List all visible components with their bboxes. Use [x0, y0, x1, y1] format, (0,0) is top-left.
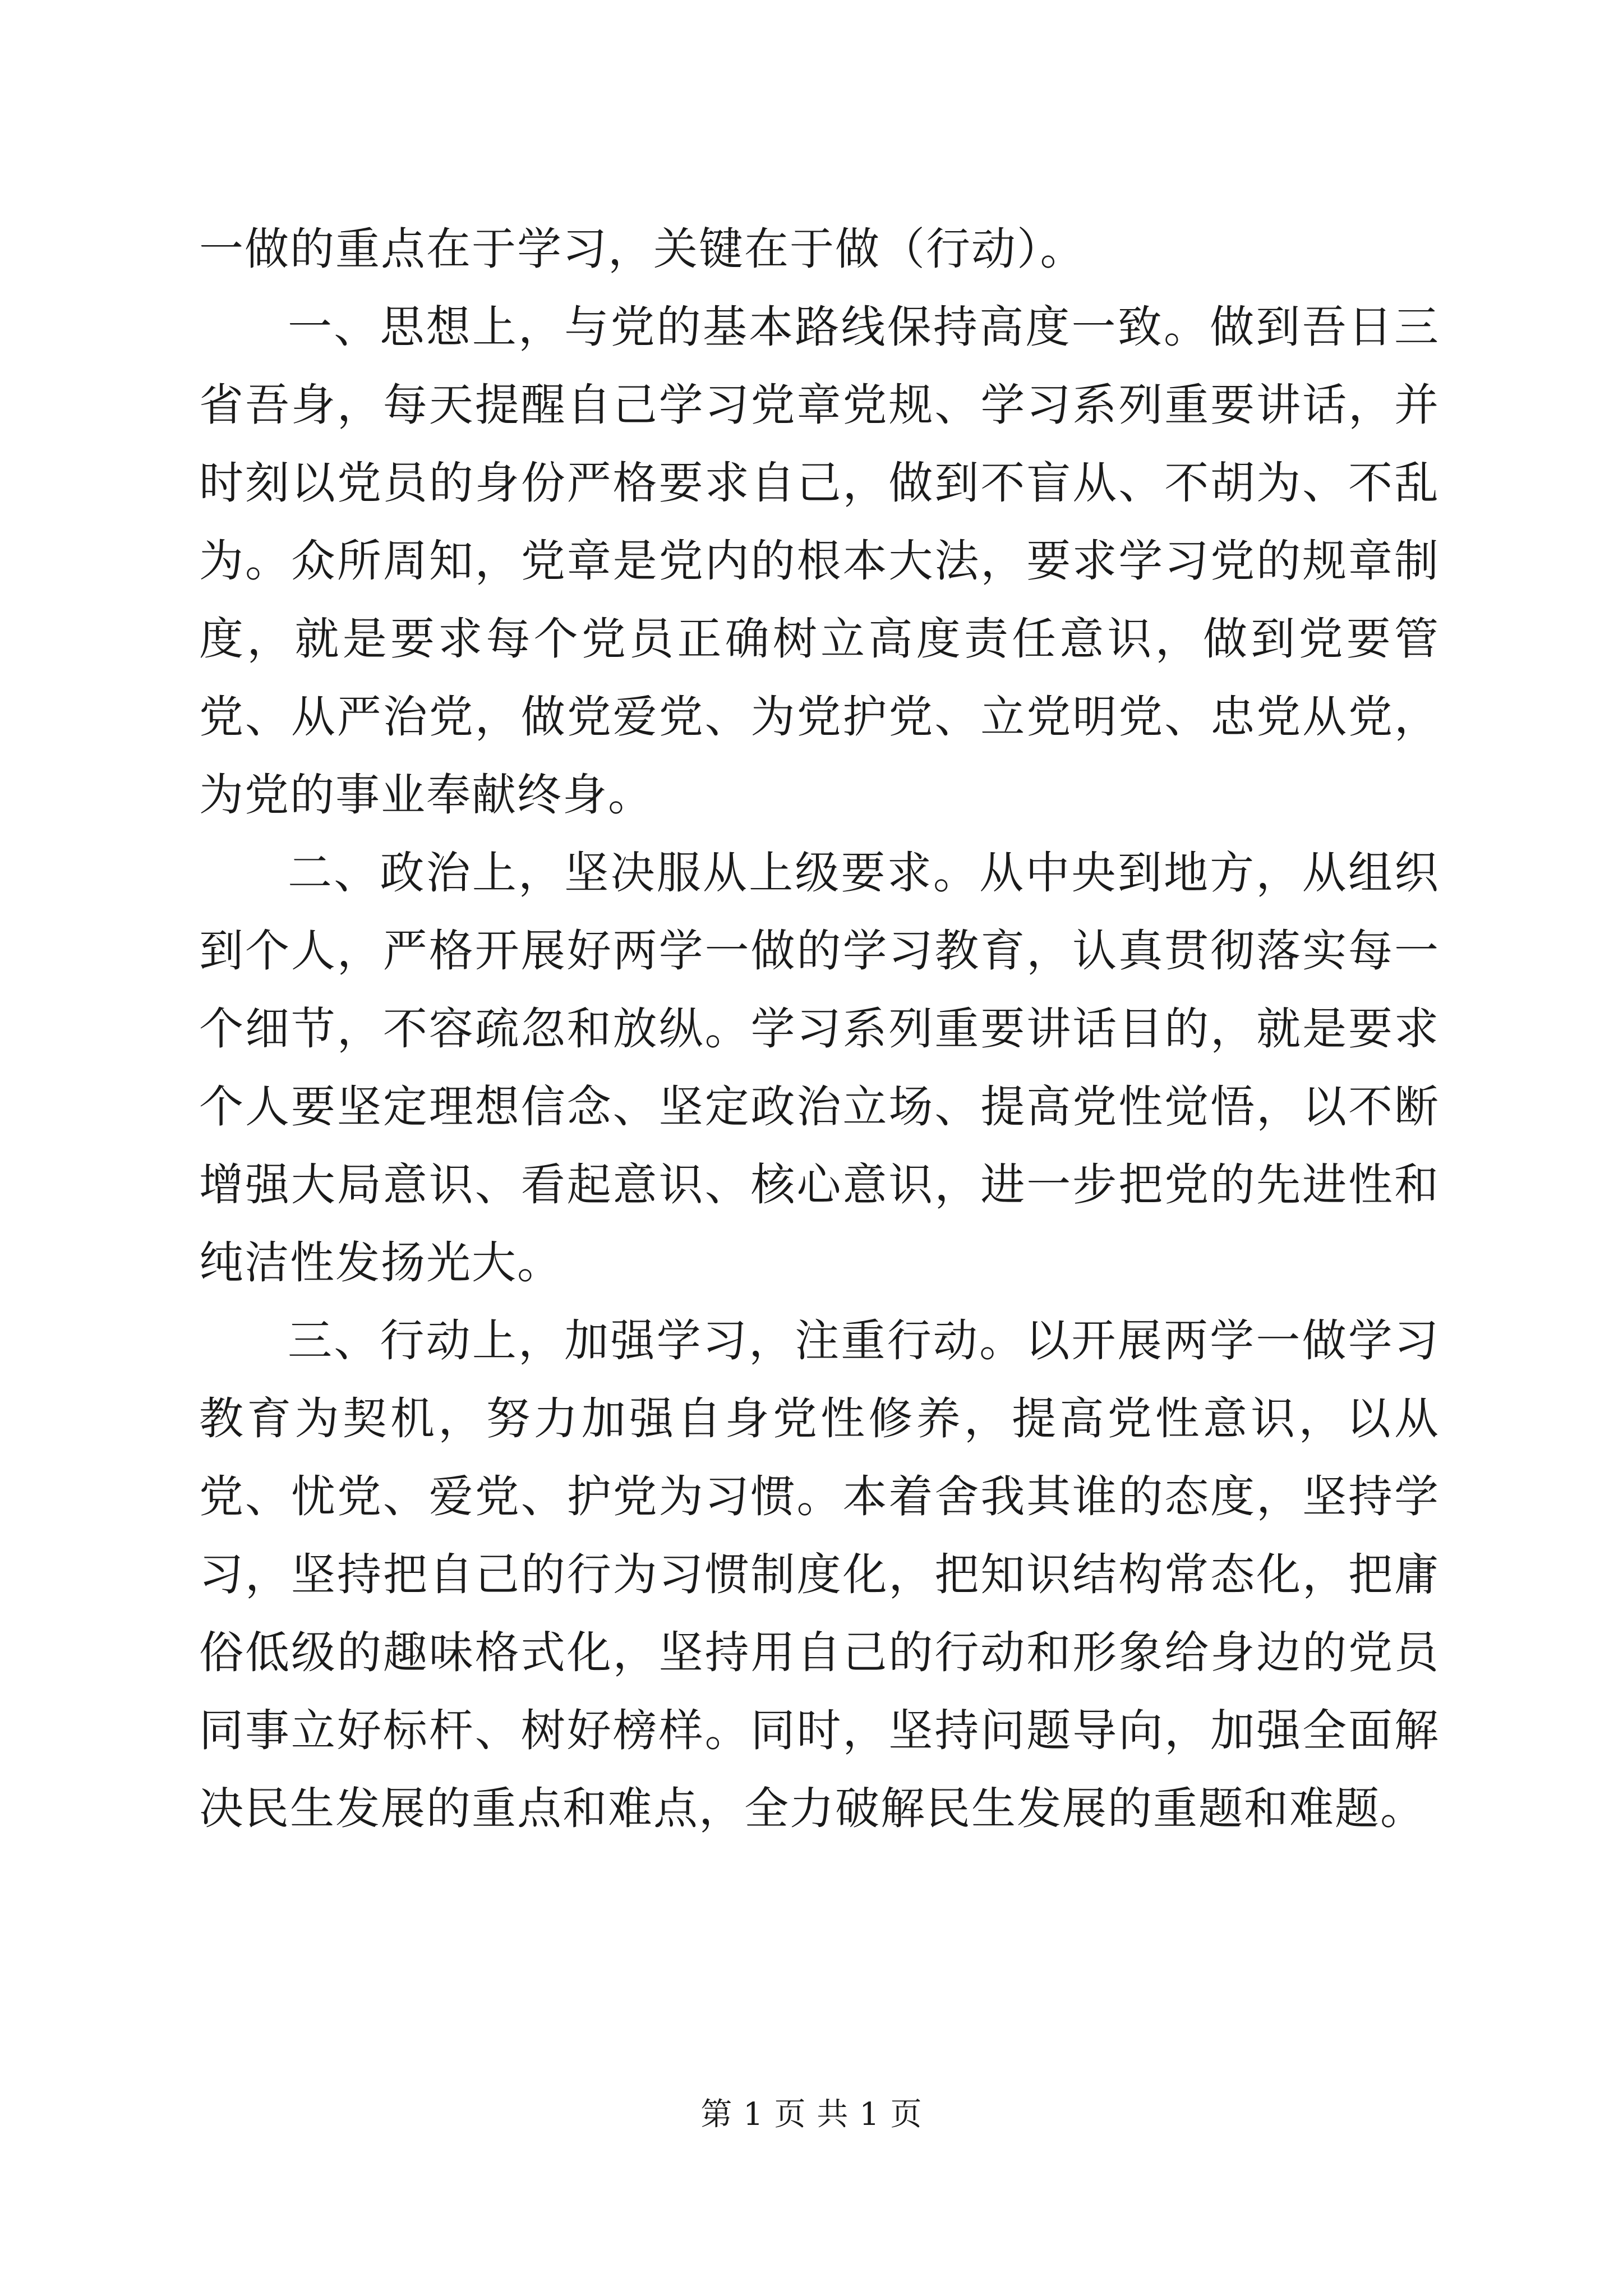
- paragraph-section-3: 三、行动上，加强学习，注重行动。以开展两学一做学习教育为契机，努力加强自身党性修养，提高党性意识，以从党、忧党、爱党、护党为习惯。本着舍我其谁的态度，坚持学习，坚持把自己的行为习惯制度化，把知识结构常态化，把庸俗低级的趣味格式化，坚持用自己的行动和形象给身边的党员同事立好标杆、树好榜样。同时，坚持问题导向，加强全面解决民生发展的重点和难点，全力破解民生发展的重题和难题。: [199, 1315, 1440, 1834]
- page-number-footer: 第 1 页 共 1 页: [700, 2096, 923, 2133]
- paragraph-section-1: 一、思想上，与党的基本路线保持高度一致。做到吾日三省吾身，每天提醒自己学习党章党规、学习系列重要讲话，并时刻以党员的身份严格要求自己，做到不盲从、不胡为、不乱为。众所周知，党章是党内的根本大法，要求学习党的规章制度，就是要求每个党员正确树立高度责任意识，做到党要管党、从严治党，做党爱党、为党护党、立党明党、忠党从党，为党的事业奉献终身。: [199, 301, 1440, 821]
- document-body: [199, 210, 1440, 1848]
- paragraph-continuation: 一做的重点在于学习，关键在于做（行动）。: [199, 223, 1086, 275]
- paragraph-section-2: 二、政治上，坚决服从上级要求。从中央到地方，从组织到个人，严格开展好两学一做的学习教育，认真贯彻落实每一个细节，不容疏忽和放纵。学习系列重要讲话目的，就是要求个人要坚定理想信念、坚定政治立场、提高党性觉悟，以不断增强大局意识、看起意识、核心意识，进一步把党的先进性和纯洁性发扬光大。: [199, 847, 1440, 1289]
